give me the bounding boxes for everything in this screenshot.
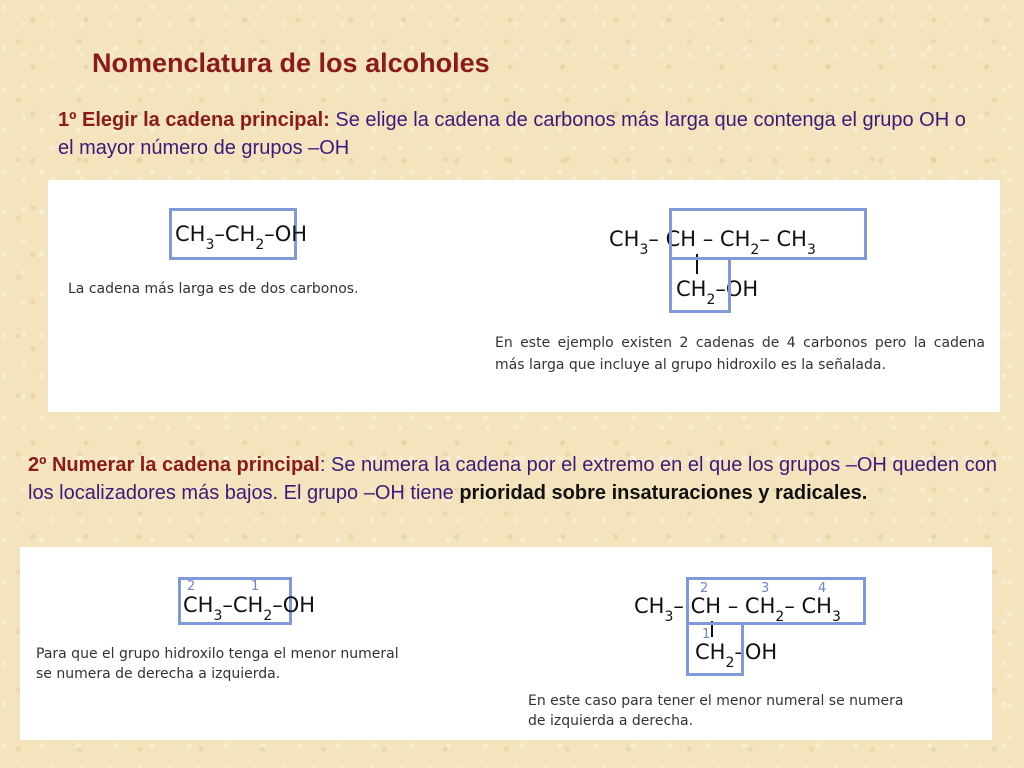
locant-2-left: 2	[187, 579, 196, 594]
locant-3-right: 3	[761, 581, 770, 596]
step2-lead: 2º Numerar la cadena principal	[28, 454, 320, 476]
step1-paragraph	[58, 106, 978, 162]
formula-ethanol-numbered: $CH_3-CH_2-OH$	[183, 593, 316, 625]
main-chain-box-down	[669, 257, 731, 313]
step2-strong: prioridad sobre insaturaciones y radicales.	[459, 482, 868, 504]
formula-butanol-bottom: $CH_2-OH$	[676, 277, 759, 309]
step2-paragraph	[28, 451, 998, 507]
main-chain-box-top	[669, 208, 867, 260]
example-panel-1	[48, 180, 1000, 412]
step1-text: Se elige la cadena de carbonos más larga que contenga el grupo OH o el mayor número de grupos –OH	[58, 109, 966, 159]
left-note: La cadena más larga es de dos carbonos.	[68, 281, 359, 297]
page-title: Nomenclatura de los alcoholes	[92, 48, 490, 78]
locant-1-right: 1	[702, 627, 711, 642]
formula-ethanol: $CH_3-CH_2-OH$	[175, 222, 308, 254]
numbered-chain-box-down	[686, 622, 744, 676]
example-panel-2	[20, 547, 992, 740]
left-note-line2: se numera de derecha a izquierda.	[36, 666, 281, 682]
formula-butanol-numbered-top: $CH_3-$ CH – $CH_2-$ $CH_3$	[634, 594, 841, 626]
right-note: En este ejemplo existen 2 cadenas de 4 carbonos pero la cadena más larga que incluye al grupo hidroxilo es la señalada.	[495, 335, 985, 373]
locant-1-left: 1	[251, 579, 260, 594]
left-note-line1: Para que el grupo hidroxilo tenga el menor numeral	[36, 646, 399, 662]
formula-butanol-numbered-bottom: $CH_2-OH$	[695, 640, 778, 672]
right-note-line1: En este caso para tener el menor numeral se numera	[528, 693, 904, 709]
formula-butanol-top: $CH_3-$ CH – $CH_2-$ $CH_3$	[609, 227, 816, 259]
locant-2-right: 2	[700, 581, 709, 596]
numbered-chain-box-top	[686, 577, 866, 625]
step2-text: : Se numera la cadena por el extremo en el que los grupos –OH queden con los localizadores más bajos. El grupo –OH tiene	[28, 454, 997, 504]
locant-4-right: 4	[818, 581, 827, 596]
right-note-line2: de izquierda a derecha.	[528, 713, 694, 729]
step1-lead: 1º Elegir la cadena principal:	[58, 109, 330, 131]
